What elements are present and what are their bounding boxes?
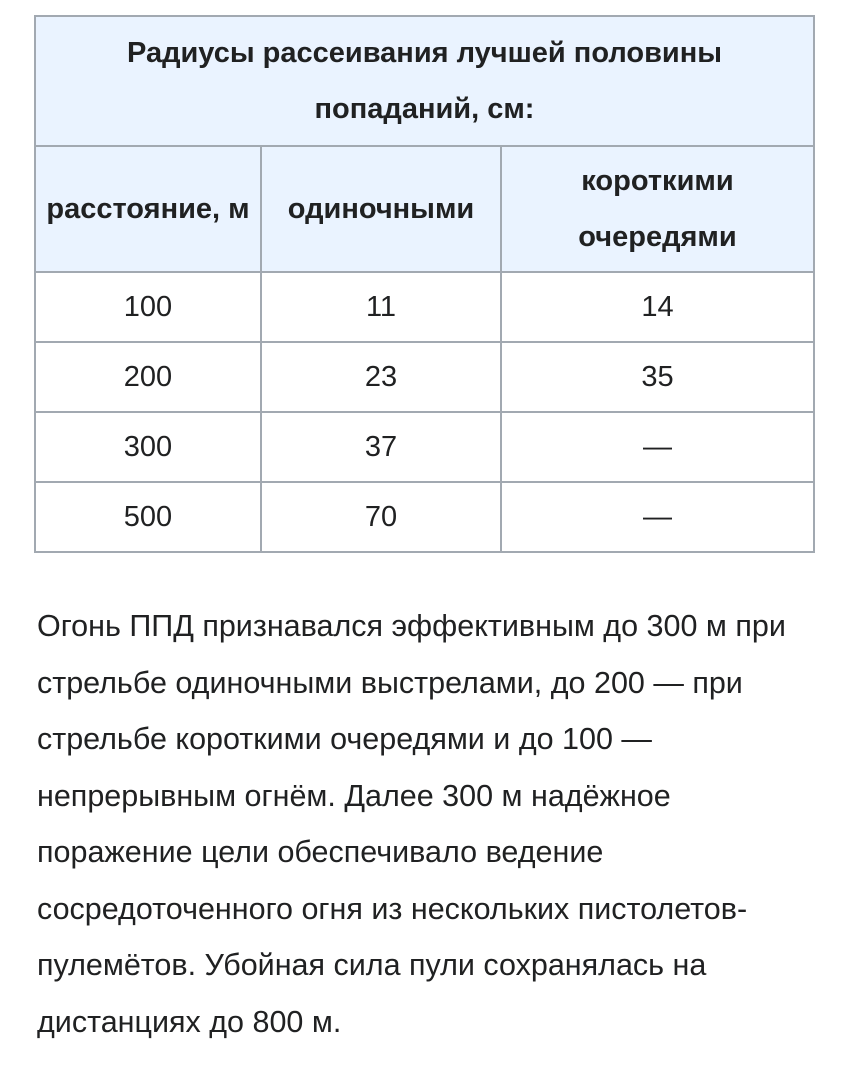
cell-single: 70 — [261, 482, 501, 552]
dispersion-table — [34, 15, 815, 553]
cell-burst: — — [501, 412, 814, 482]
cell-distance: 100 — [35, 272, 261, 342]
table-row — [35, 272, 814, 342]
cell-single: 11 — [261, 272, 501, 342]
cell-distance: 500 — [35, 482, 261, 552]
cell-single: 23 — [261, 342, 501, 412]
cell-burst: 35 — [501, 342, 814, 412]
dispersion-table-container — [34, 15, 815, 553]
table-row — [35, 482, 814, 552]
cell-distance: 200 — [35, 342, 261, 412]
table-caption-row — [35, 16, 814, 146]
cell-burst: — — [501, 482, 814, 552]
cell-distance: 300 — [35, 412, 261, 482]
header-single-shots: одиночными — [261, 146, 501, 272]
header-distance: расстояние, м — [35, 146, 261, 272]
table-header-row — [35, 146, 814, 272]
table-caption: Радиусы рассеивания лучшей половины попаданий, см: — [35, 16, 814, 146]
cell-single: 37 — [261, 412, 501, 482]
body-paragraph: Огонь ППД признавался эффективным до 300 м при стрельбе одиночными выстрелами, до 200 — при стрельбе короткими очередями и до 100 — непрерывным огнём. Далее 300 м надёжное поражение цели обеспечивало ведение сосредоточенного огня из нескольких пистолетов-пулемётов. Убойная сила пули сохранялась на дистанциях до 800 м. — [37, 609, 786, 1039]
table-row — [35, 412, 814, 482]
cell-burst: 14 — [501, 272, 814, 342]
table-row — [35, 342, 814, 412]
header-short-bursts: короткими очередями — [501, 146, 814, 272]
